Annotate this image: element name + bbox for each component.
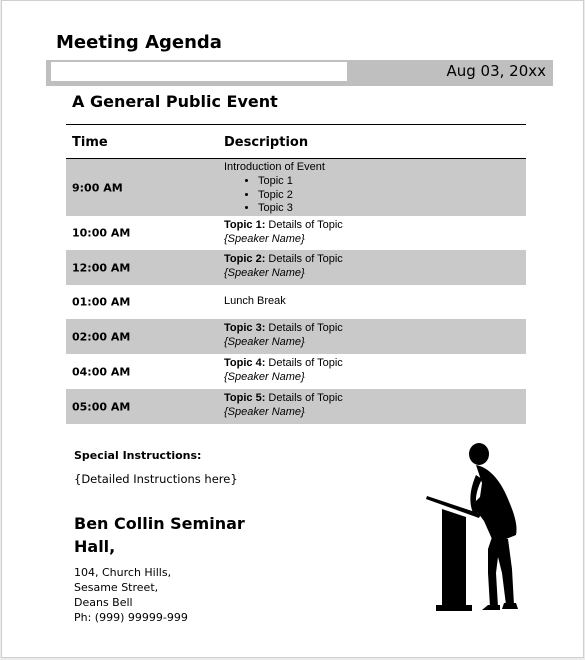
address-line: Deans Bell — [74, 596, 133, 609]
date-band-blank-box — [51, 62, 347, 81]
row-time: 01:00 AM — [72, 295, 131, 309]
description-column-header: Description — [224, 135, 309, 150]
topic-label: Topic 1: — [224, 219, 266, 231]
venue-name — [74, 512, 274, 558]
speaker-name: {Speaker Name} — [224, 267, 305, 279]
table-row — [66, 319, 526, 354]
topic-label: Topic 4: — [224, 357, 266, 369]
row-description — [224, 356, 343, 384]
address-line: 104, Church Hills, — [74, 566, 172, 579]
row-description — [224, 252, 343, 280]
topic-label: Topic 3: — [224, 322, 266, 334]
row-time: 05:00 AM — [72, 400, 131, 413]
table-row — [66, 216, 526, 250]
topic-detail: Details of Topic — [265, 357, 343, 369]
venue-address — [74, 565, 188, 625]
table-row — [66, 159, 526, 216]
table-row — [66, 285, 526, 319]
table-row — [66, 250, 526, 285]
list-item: • Topic 3 — [258, 202, 325, 216]
speaker-name: {Speaker Name} — [224, 336, 305, 348]
row-time: 04:00 AM — [72, 365, 131, 378]
row-description — [224, 321, 343, 349]
time-column-header: Time — [72, 135, 108, 150]
phone-number: Ph: (999) 99999-999 — [74, 611, 188, 624]
row-description — [224, 218, 343, 246]
lunch-break-label: Lunch Break — [224, 295, 286, 307]
date-band — [46, 60, 553, 86]
topic-detail: Details of Topic — [265, 392, 343, 404]
row-description — [224, 160, 325, 216]
row-time: 9:00 AM — [72, 181, 123, 194]
agenda-table — [66, 159, 526, 424]
speaker-at-podium-icon — [426, 439, 526, 613]
list-item: • Topic 2 — [258, 189, 325, 203]
special-instructions-text: {Detailed Instructions here} — [74, 472, 238, 486]
topic-list — [224, 175, 325, 216]
document-title: Meeting Agenda — [56, 32, 222, 53]
event-title: A General Public Event — [72, 92, 278, 111]
speaker-name: {Speaker Name} — [224, 371, 305, 383]
list-item: • Topic 1 — [258, 175, 325, 189]
topic-label: Topic 2: — [224, 253, 266, 265]
table-row — [66, 389, 526, 424]
topic-detail: Details of Topic — [265, 219, 343, 231]
speaker-name: {Speaker Name} — [224, 406, 305, 418]
speaker-name: {Speaker Name} — [224, 233, 305, 245]
venue-name-line2: Hall, — [74, 537, 116, 556]
event-date: Aug 03, 20xx — [446, 62, 546, 80]
intro-text: Introduction of Event — [224, 161, 325, 173]
special-instructions-label: Special Instructions: — [74, 449, 202, 462]
venue-name-line1: Ben Collin Seminar — [74, 514, 245, 533]
topic-detail: Details of Topic — [265, 322, 343, 334]
topic-detail: Details of Topic — [265, 253, 343, 265]
agenda-page — [1, 0, 584, 658]
table-row — [66, 354, 526, 389]
table-top-rule — [66, 124, 526, 125]
row-time: 02:00 AM — [72, 330, 131, 343]
row-time: 10:00 AM — [72, 226, 131, 240]
row-time: 12:00 AM — [72, 261, 131, 274]
address-line: Sesame Street, — [74, 581, 159, 594]
row-description — [224, 391, 343, 419]
topic-label: Topic 5: — [224, 392, 266, 404]
